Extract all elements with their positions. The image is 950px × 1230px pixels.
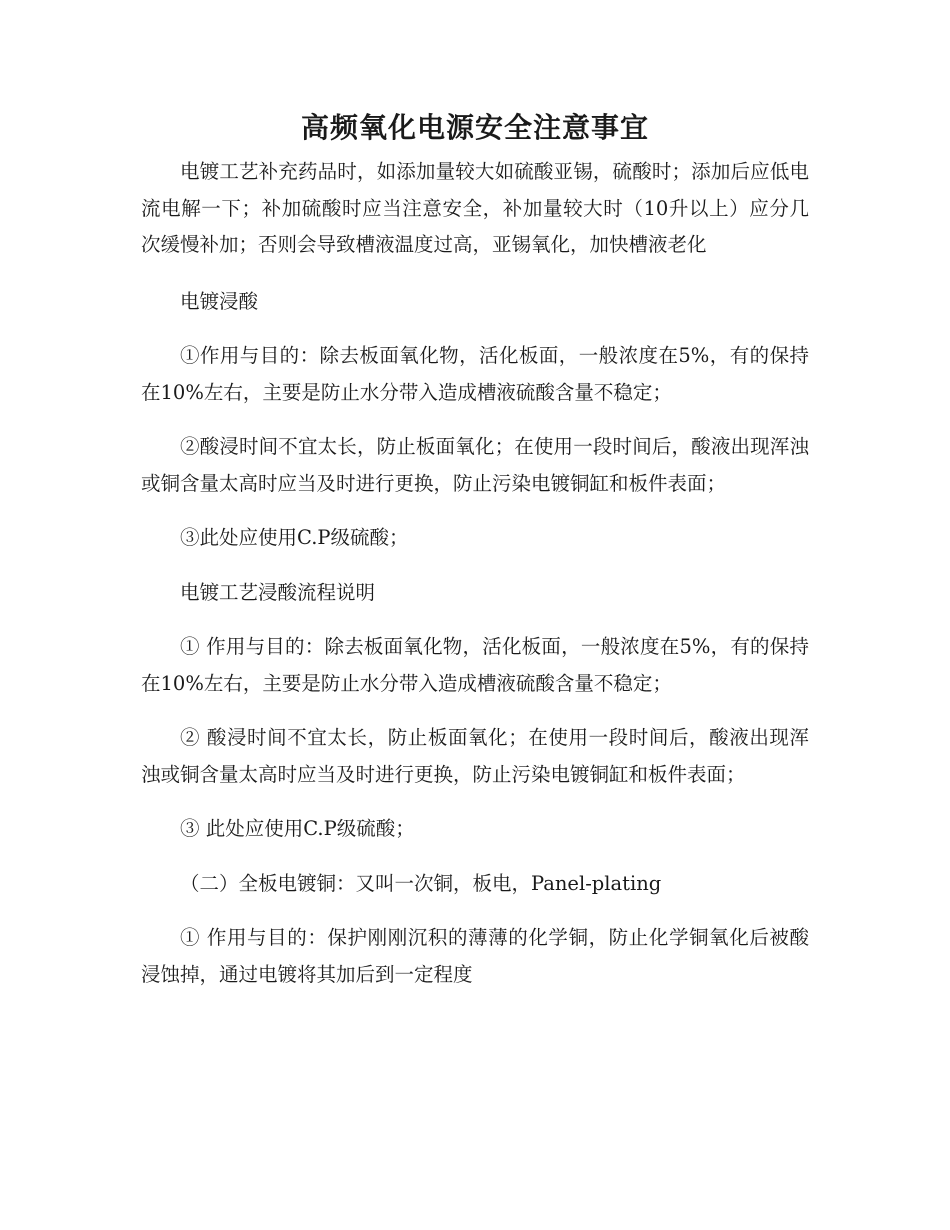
paragraph-process-item-1: ① 作用与目的：除去板面氧化物，活化板面，一般浓度在5%，有的保持在10%左右，主要是防止水分带入造成槽液硫酸含量不稳定； <box>141 635 809 695</box>
paragraph-item-3: ③此处应使用C.P级硫酸； <box>180 526 409 549</box>
paragraph-process-item-2: ② 酸浸时间不宜太长，防止板面氧化；在使用一段时间后，酸液出现浑浊或铜含量太高时应当及时进行更换，防止污染电镀铜缸和板件表面； <box>141 726 809 786</box>
paragraph-item-2: ②酸浸时间不宜太长，防止板面氧化；在使用一段时间后，酸液出现浑浊或铜含量太高时应当及时进行更换，防止污染电镀铜缸和板件表面； <box>141 435 809 495</box>
paragraph-intro: 电镀工艺补充药品时，如添加量较大如硫酸亚锡，硫酸时；添加后应低电流电解一下；补加硫酸时应当注意安全，补加量较大时（10升以上）应分几次缓慢补加；否则会导致槽液温度过高，亚锡氧化，加快槽液老化 <box>141 160 809 256</box>
document-page <box>141 108 809 1011</box>
section-heading-panel-plating: （二）全板电镀铜：又叫一次铜，板电，Panel-plating <box>180 871 662 895</box>
section-heading-acid-dip: 电镀浸酸 <box>180 289 259 313</box>
paragraph-process-item-3: ③ 此处应使用C.P级硫酸； <box>180 817 415 840</box>
paragraph-item-1: ①作用与目的：除去板面氧化物，活化板面，一般浓度在5%，有的保持在10%左右，主要是防止水分带入造成槽液硫酸含量不稳定； <box>141 344 809 404</box>
section-heading-acid-dip-process: 电镀工艺浸酸流程说明 <box>180 580 376 604</box>
paragraph-panel-plating-item-1: ① 作用与目的：保护刚刚沉积的薄薄的化学铜，防止化学铜氧化后被酸浸蚀掉，通过电镀将其加后到一定程度 <box>141 926 809 986</box>
document-title: 高频氧化电源安全注意事宜 <box>300 111 649 144</box>
